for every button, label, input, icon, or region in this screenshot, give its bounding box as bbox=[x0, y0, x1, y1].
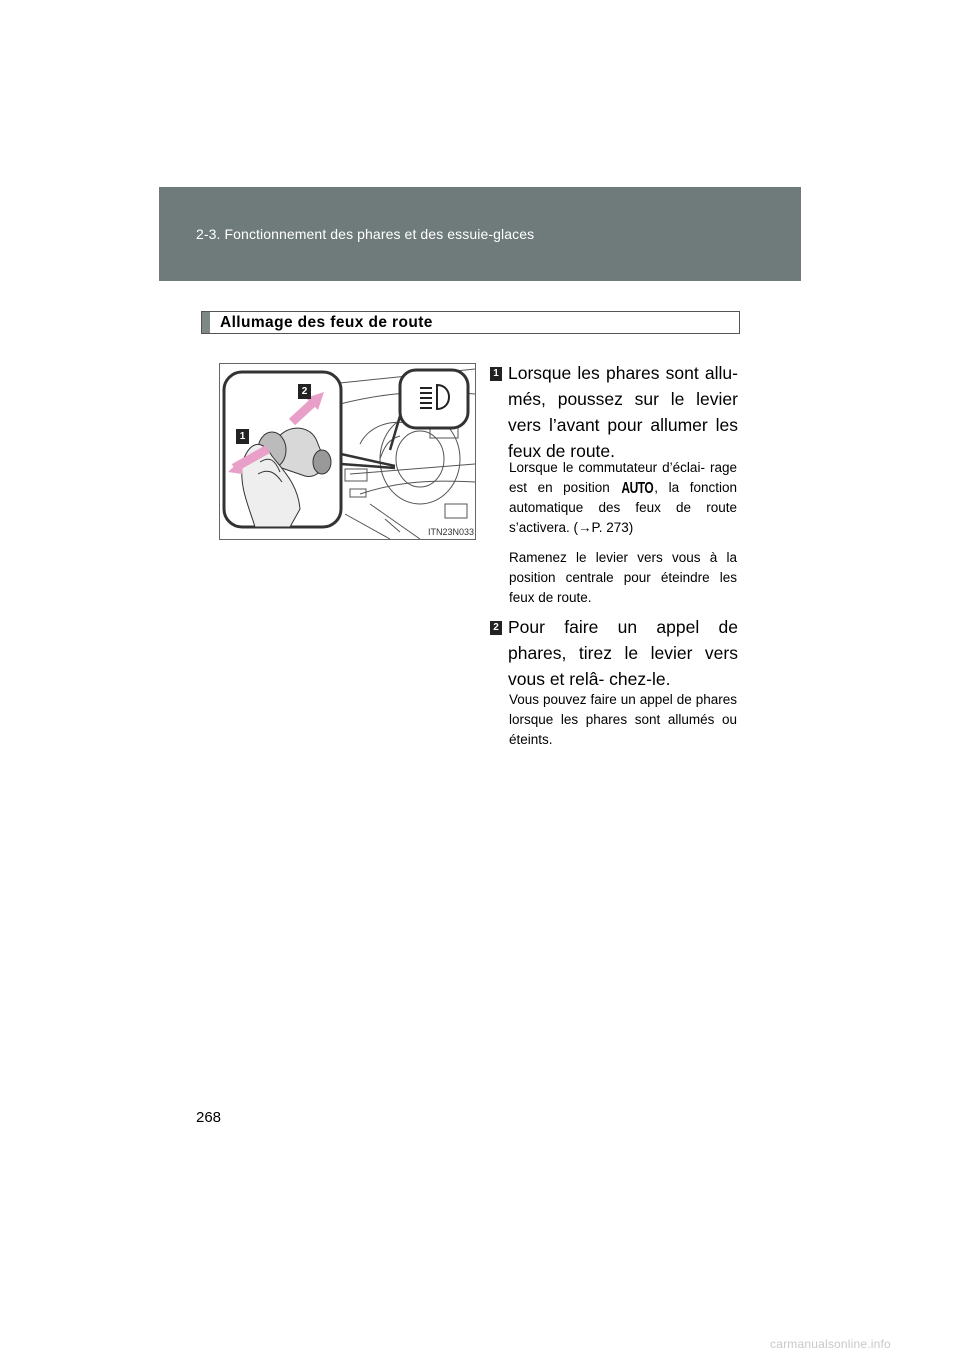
step-2-instruction: Pour faire un appel de phares, tirez le levier vers vous et relâ- chez-le. bbox=[508, 617, 738, 689]
section-title: Allumage des feux de route bbox=[220, 314, 433, 331]
headlight-lever-illustration bbox=[219, 363, 476, 540]
watermark: carmanualsonline.info bbox=[770, 1337, 891, 1351]
step-1-note-auto-after: , la fonction automatique des feux de route s’activera. (→P. 273) bbox=[509, 480, 737, 535]
figure-code: ITN23N033 bbox=[428, 527, 475, 537]
lever-diagram bbox=[220, 364, 475, 539]
step-2-note: Vous pouvez faire un appel de phares lorsque les phares sont allumés ou éteints. bbox=[509, 692, 737, 747]
step-1-badge: 1 bbox=[490, 367, 502, 381]
step-1-note-return: Ramenez le levier vers vous à la position centrale pour éteindre les feux de route. bbox=[509, 550, 737, 605]
chapter-heading: 2-3. Fonctionnement des phares et des essuie-glaces bbox=[196, 226, 535, 242]
step-1-note-auto-before: Lorsque le commutateur d’éclai- rage est en position bbox=[509, 460, 737, 495]
step-1-instruction: Lorsque les phares sont allu- més, poussez sur le levier vers l’avant pour allumer les feux de route. bbox=[508, 363, 738, 461]
step-1-note-auto bbox=[509, 458, 737, 538]
auto-symbol: AUTO bbox=[621, 478, 654, 498]
step-2-badge: 2 bbox=[490, 621, 502, 635]
page-number: 268 bbox=[196, 1109, 222, 1126]
figure-badge-2: 2 bbox=[298, 384, 311, 399]
figure-badge-1: 1 bbox=[236, 429, 249, 444]
